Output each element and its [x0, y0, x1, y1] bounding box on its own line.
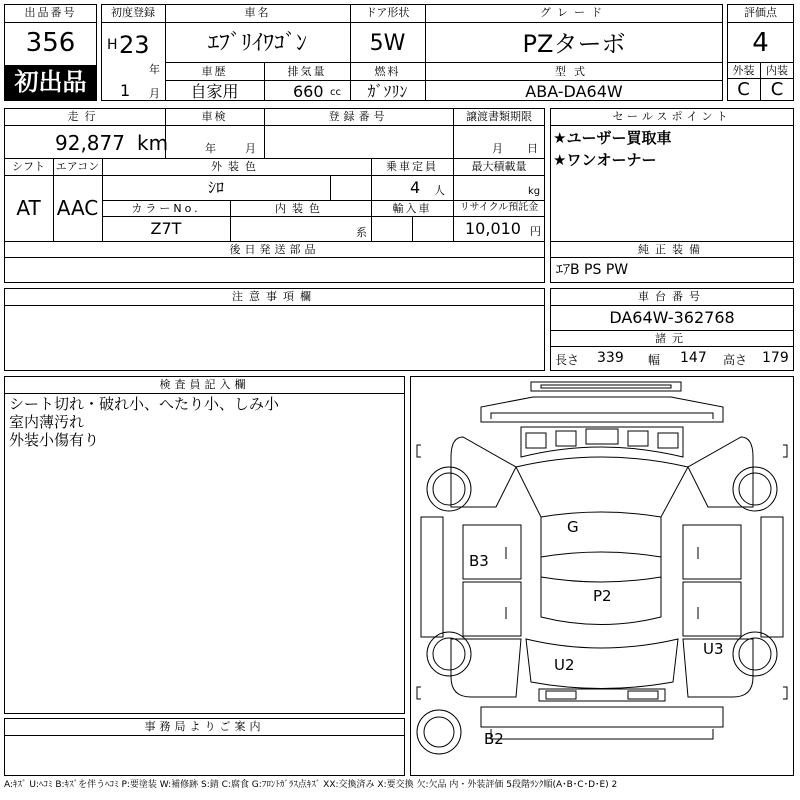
transfer-day-unit: 日 [527, 142, 538, 155]
registration-number-label: 登録番号 [328, 110, 389, 123]
later-parts-label: 後日発送部品 [229, 243, 320, 256]
damage-mark-b2: B2 [484, 730, 504, 748]
history-value: 自家用 [190, 82, 239, 101]
sales-point-item: ★ワンオーナー [553, 151, 657, 169]
first-registration-year: 23 [119, 31, 150, 59]
seating-label: 乗車定員 [386, 160, 438, 173]
car-name: ｴﾌﾞﾘｲﾜｺﾞﾝ [207, 31, 307, 56]
damage-code-legend: A:ｷｽﾞ U:ﾍｺﾐ B:ｷｽﾞを伴うﾍｺﾐ P:要塗装 W:補修跡 S:錆 C:腐食 G:ﾌﾛﾝﾄｶﾞﾗｽ点ｷｽﾞ XX:交換済み X:要交換 欠:欠品 内・外装評価 5段階ﾗﾝｸ順(A･B･C･D･E) 2 [4, 780, 618, 790]
mileage-label: 走行 [67, 110, 102, 123]
ac-label: エアコン [55, 160, 100, 173]
equipment-label: 純正装備 [638, 243, 706, 256]
import-label: 輸入車 [392, 202, 432, 215]
inspection-label: 車検 [201, 110, 228, 123]
fuel-label: 燃料 [374, 65, 401, 78]
height-value: 179 [762, 350, 789, 366]
color-number-value: Z7T [150, 219, 182, 238]
exterior-grade: C [737, 79, 750, 100]
history-label: 車歴 [201, 65, 228, 78]
damage-mark-u2: U2 [554, 656, 575, 674]
transfer-deadline-label: 譲渡書類期限 [466, 110, 532, 123]
equipment-value: ｴｱB PS PW [556, 262, 629, 278]
sales-points-label: セールスポイント [612, 110, 732, 123]
inspection-year-unit: 年 [205, 142, 216, 155]
color-number-label: カラーNo. [131, 202, 201, 215]
dimensions-label: 諸元 [655, 332, 689, 345]
grade-value: PZターボ [522, 30, 626, 58]
score-value: 4 [752, 28, 769, 58]
inspection-month-unit: 月 [245, 142, 256, 155]
year-unit: 年 [149, 63, 160, 76]
transfer-month-unit: 月 [492, 142, 503, 155]
damage-mark-u3: U3 [703, 640, 724, 658]
mileage-value: 92,877 [55, 131, 125, 155]
recycle-deposit-value: 10,010 [465, 219, 521, 238]
lot-number-label: 出品番号 [24, 6, 77, 19]
inspector-note: 室内薄汚れ [9, 413, 85, 431]
width-label: 幅 [648, 353, 661, 367]
recycle-deposit-label: リサイクル預託金 [459, 202, 539, 213]
length-value: 339 [597, 350, 624, 366]
notes-label: 注意事項欄 [232, 290, 317, 303]
mileage-unit: km [137, 131, 169, 155]
inspector-note: 外装小傷有り [9, 431, 100, 449]
damage-mark-p2: P2 [593, 587, 612, 605]
inspector-label: 検査員記入欄 [159, 378, 250, 391]
model-label: 型式 [555, 65, 593, 78]
model-value: ABA-DA64W [525, 82, 623, 101]
vehicle-diagram [410, 376, 794, 776]
chassis-label: 車台番号 [638, 290, 706, 303]
car-name-label: 車名 [244, 6, 271, 19]
grade-label: グレード [540, 6, 608, 19]
shift-value: AT [16, 196, 41, 220]
length-label: 長さ [555, 353, 580, 367]
fuel-value: ｶﾞｿﾘﾝ [367, 82, 408, 101]
load-unit: kg [528, 186, 541, 197]
shift-label: シフト [12, 160, 45, 173]
ac-value: AAC [56, 196, 99, 220]
score-label: 評価点 [744, 6, 777, 19]
chassis-value: DA64W-362768 [609, 308, 735, 327]
max-load-label: 最大積載量 [471, 160, 527, 173]
office-label: 事務局よりご案内 [144, 720, 265, 733]
interior-color-label: 内装色 [275, 202, 326, 215]
exterior-grade-label: 外装 [732, 64, 755, 77]
exterior-color-label: 外装色 [211, 160, 262, 173]
height-label: 高さ [723, 353, 748, 367]
interior-color-suffix: 系 [356, 226, 367, 239]
damage-mark-g: G [567, 518, 579, 536]
first-registration-month: 1 [120, 81, 131, 100]
width-value: 147 [680, 350, 707, 366]
car-outline-diagram [411, 377, 793, 775]
month-unit: 月 [149, 87, 160, 100]
exterior-color-value: ｼﾛ [207, 178, 224, 197]
first-listing-badge: 初出品 [5, 65, 96, 100]
damage-mark-b3: B3 [469, 552, 489, 570]
recycle-deposit-unit: 円 [530, 225, 541, 238]
inspector-note: シート切れ・破れ小、へたり小、しみ小 [9, 395, 280, 413]
interior-grade-label: 内装 [766, 64, 788, 77]
era-prefix: H [107, 37, 118, 53]
interior-grade: C [770, 79, 784, 100]
first-registration-label: 初度登録 [111, 6, 155, 19]
displacement-value: 660 [293, 82, 324, 101]
door-label: ドア形状 [365, 6, 410, 19]
sales-point-item: ★ユーザー買取車 [553, 129, 672, 147]
seating-unit: 人 [434, 184, 445, 197]
door-value: 5W [369, 31, 406, 56]
seating-value: 4 [410, 178, 421, 197]
lot-number: 356 [25, 28, 76, 58]
displacement-unit: cc [330, 87, 341, 98]
displacement-label: 排気量 [287, 65, 327, 78]
